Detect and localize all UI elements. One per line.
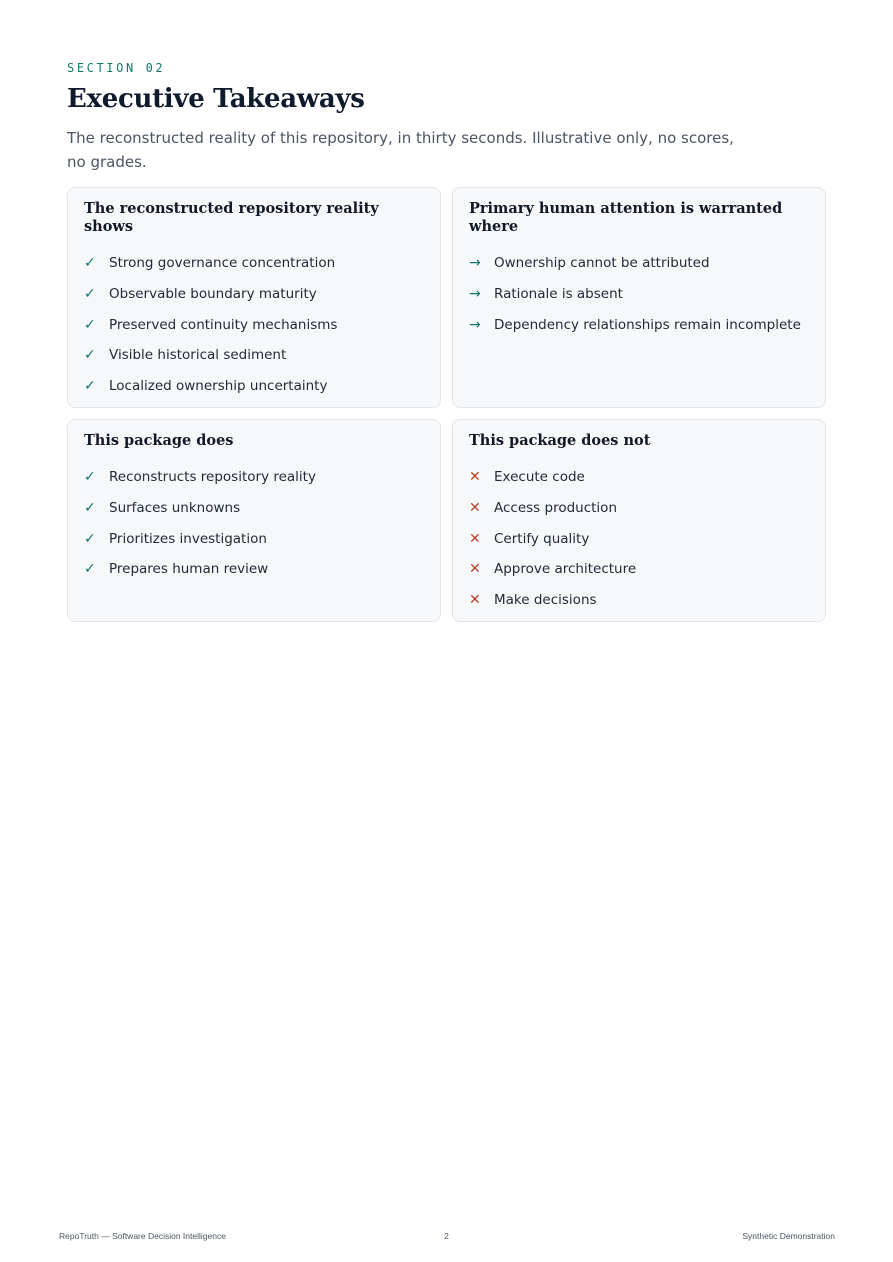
card-human-attention <box>452 187 826 408</box>
card-list <box>469 462 809 615</box>
list-item <box>469 554 809 585</box>
list-item-text: Access production <box>494 500 617 517</box>
list-item-text: Certify quality <box>494 530 590 547</box>
list-item <box>469 462 809 493</box>
list-item-text: Approve architecture <box>494 561 637 578</box>
card-title: This package does <box>84 432 234 449</box>
list-item-text: Surfaces unknowns <box>109 500 241 517</box>
check-icon: ✓ <box>84 561 96 578</box>
list-item-text: Localized ownership uncertainty <box>109 378 328 395</box>
list-item <box>84 248 424 279</box>
list-item-text: Visible historical sediment <box>109 347 287 364</box>
list-item-text: Observable boundary maturity <box>109 286 317 303</box>
list-item-text: Strong governance concentration <box>109 255 336 272</box>
section-label: SECTION 02 <box>67 61 166 75</box>
check-icon: ✓ <box>84 255 96 272</box>
list-item <box>84 279 424 310</box>
cross-icon: ✕ <box>469 469 481 486</box>
arrow-right-icon: → <box>469 316 481 333</box>
list-item <box>469 248 809 279</box>
list-item-text: Reconstructs repository reality <box>109 469 316 486</box>
card-repository-reality <box>67 187 441 408</box>
list-item <box>469 493 809 524</box>
footer-brand: RepoTruth — Software Decision Intelligence <box>59 1231 226 1241</box>
list-item-text: Prepares human review <box>109 561 269 578</box>
list-item <box>84 309 424 340</box>
card-package-does <box>67 419 441 622</box>
cross-icon: ✕ <box>469 592 481 609</box>
card-title: This package does not <box>469 432 651 449</box>
page-number: 2 <box>444 1231 449 1241</box>
arrow-right-icon: → <box>469 286 481 303</box>
list-item <box>84 340 424 371</box>
list-item-text: Ownership cannot be attributed <box>494 255 710 272</box>
check-icon: ✓ <box>84 500 96 517</box>
list-item <box>84 554 424 585</box>
list-item-text: Execute code <box>494 469 585 486</box>
list-item <box>469 309 809 340</box>
list-item <box>84 462 424 493</box>
list-item <box>469 585 809 616</box>
page-title: Executive Takeaways <box>67 84 365 114</box>
list-item <box>469 279 809 310</box>
cross-icon: ✕ <box>469 500 481 517</box>
card-title: The reconstructed repository reality shows <box>84 200 379 235</box>
footer-note: Synthetic Demonstration <box>742 1231 835 1241</box>
list-item-text: Rationale is absent <box>494 286 623 303</box>
card-list <box>84 462 424 585</box>
check-icon: ✓ <box>84 378 96 395</box>
card-list <box>469 248 809 340</box>
list-item-text: Prioritizes investigation <box>109 530 267 547</box>
cross-icon: ✕ <box>469 530 481 547</box>
check-icon: ✓ <box>84 530 96 547</box>
list-item <box>84 371 424 402</box>
arrow-right-icon: → <box>469 255 481 272</box>
page-subtitle: The reconstructed reality of this repository, in thirty seconds. Illustrative only, no scores, no grades. <box>67 129 734 171</box>
card-list <box>84 248 424 401</box>
check-icon: ✓ <box>84 286 96 303</box>
check-icon: ✓ <box>84 347 96 364</box>
list-item-text: Make decisions <box>494 592 597 609</box>
list-item-text: Preserved continuity mechanisms <box>109 316 338 333</box>
cross-icon: ✕ <box>469 561 481 578</box>
list-item <box>469 523 809 554</box>
card-title: Primary human attention is warranted where <box>469 200 783 235</box>
list-item <box>84 523 424 554</box>
check-icon: ✓ <box>84 469 96 486</box>
list-item <box>84 493 424 524</box>
card-package-does-not <box>452 419 826 622</box>
check-icon: ✓ <box>84 316 96 333</box>
list-item-text: Dependency relationships remain incomplete <box>494 316 801 333</box>
